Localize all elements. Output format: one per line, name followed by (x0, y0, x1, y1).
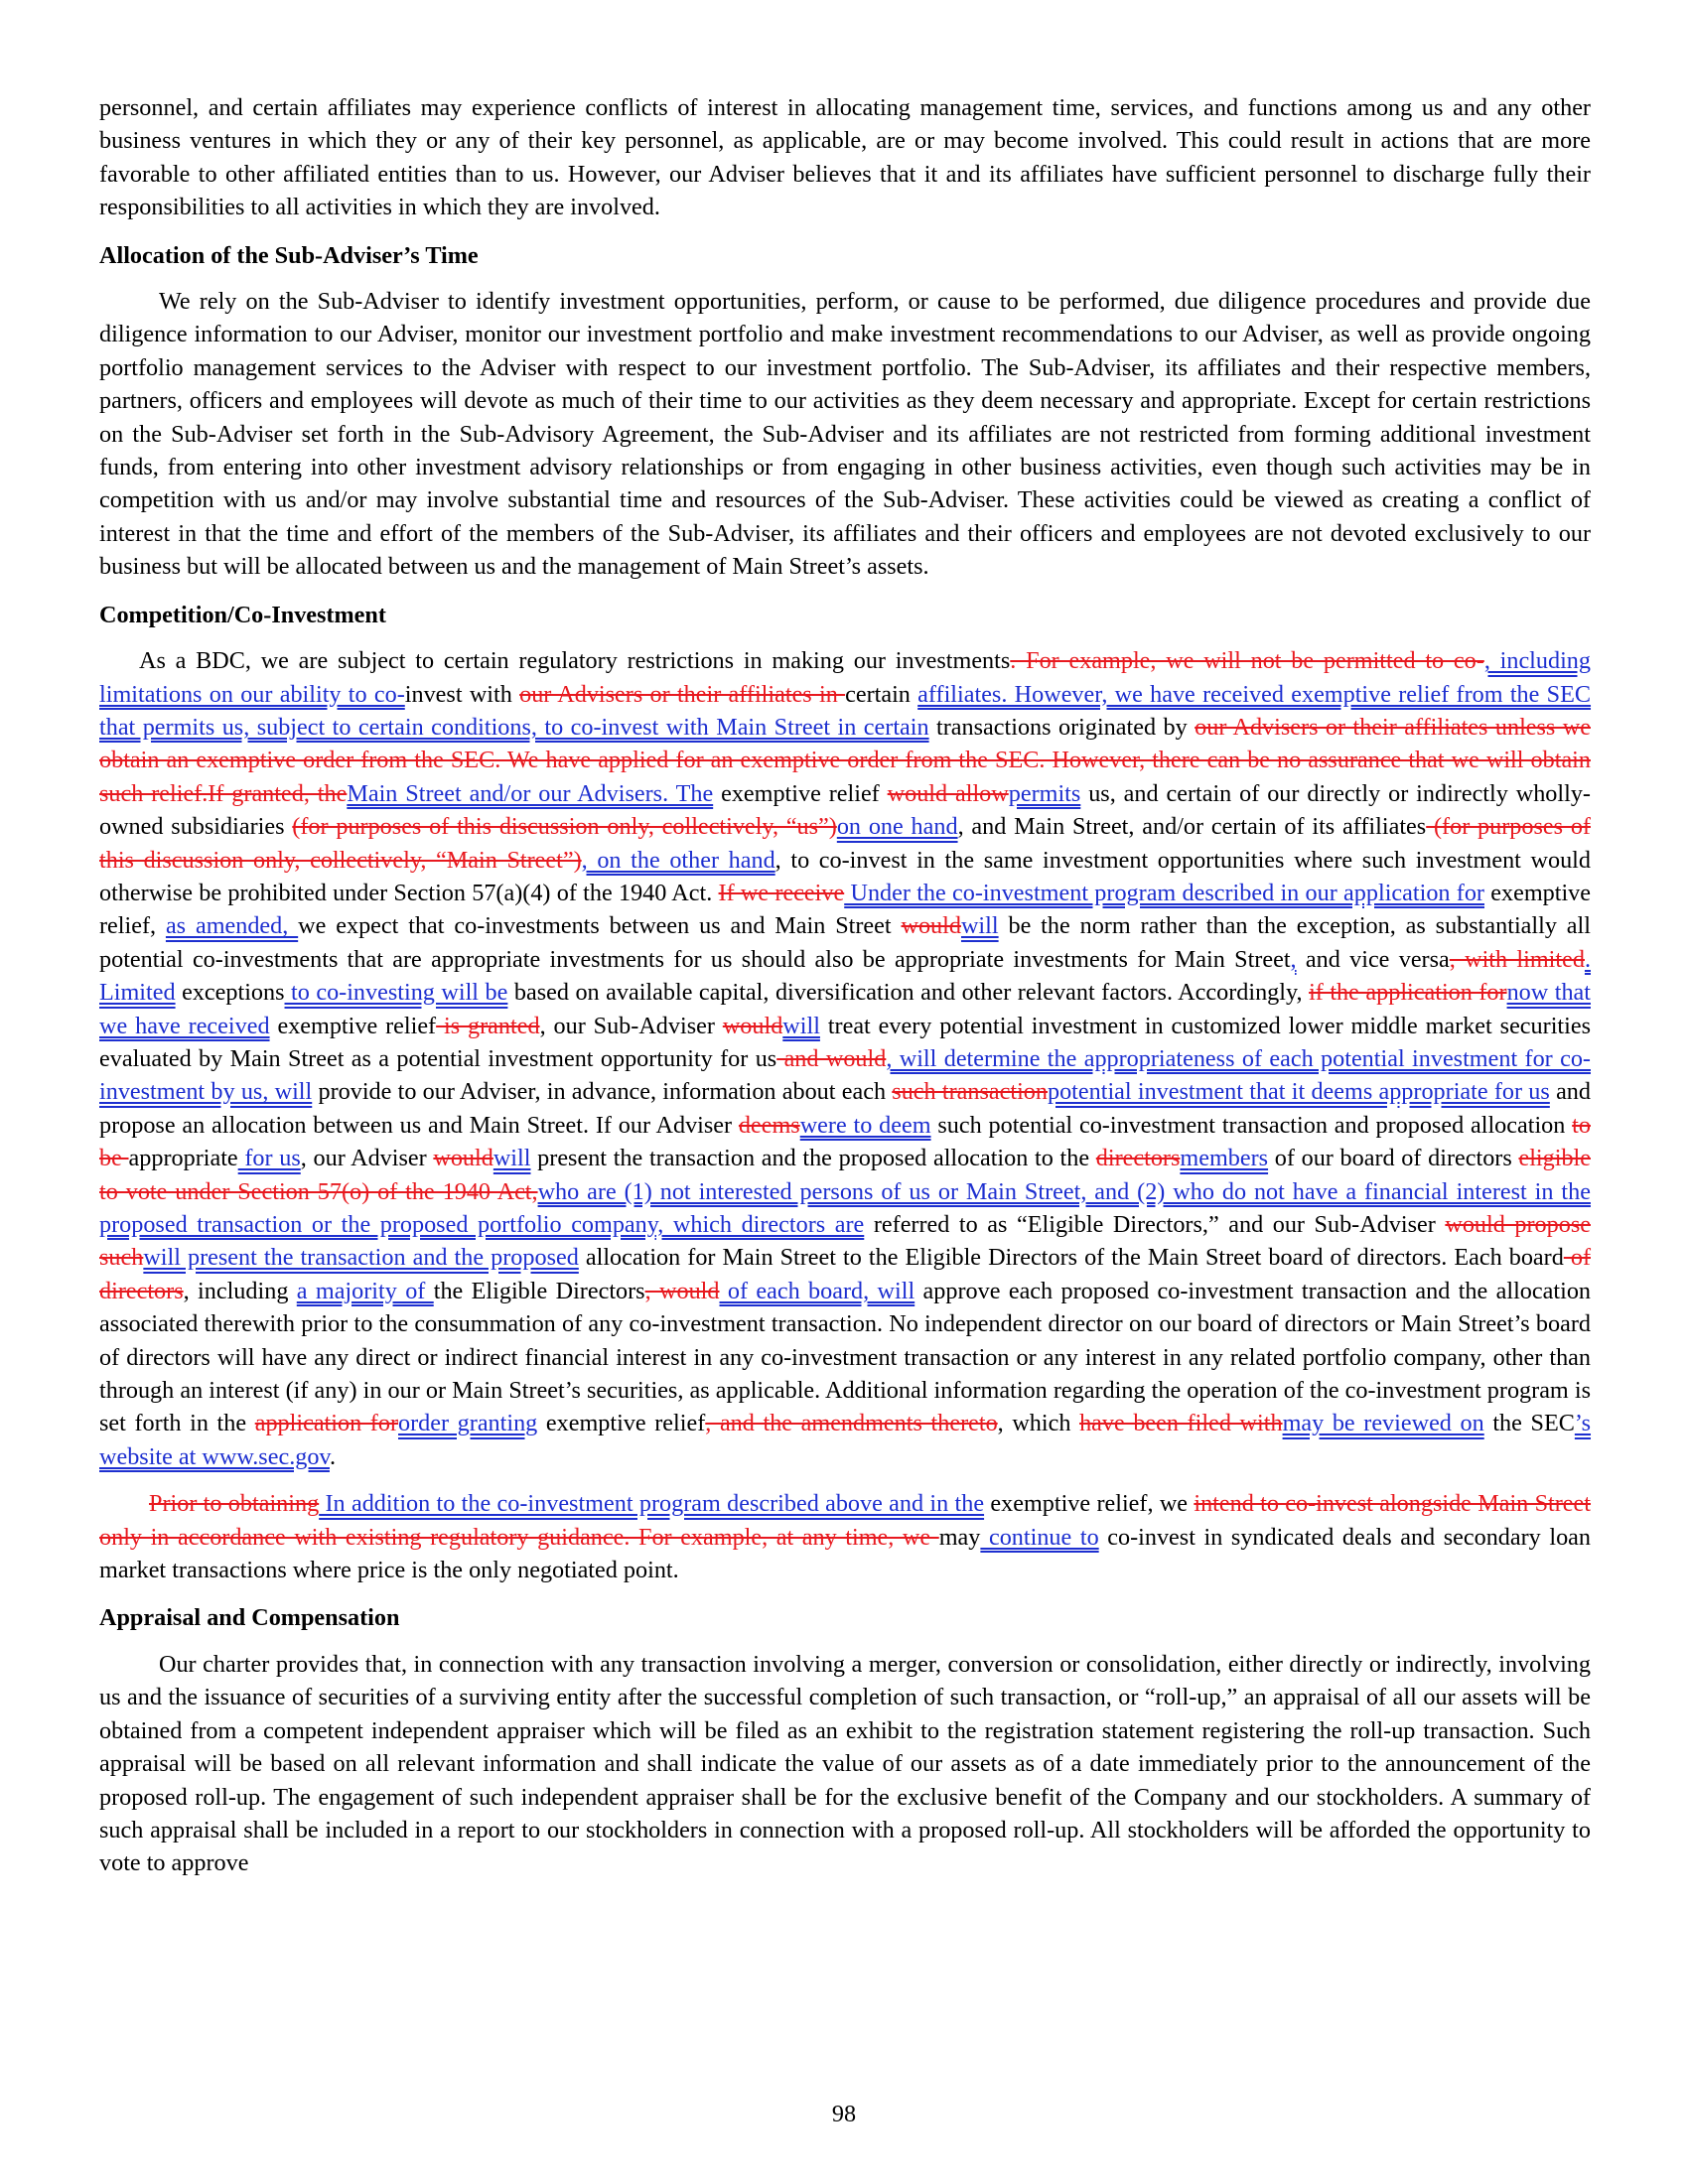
text-run: , including (183, 1277, 297, 1304)
text-run: such potential co-investment transaction and proposed allocation (930, 1111, 1573, 1139)
text-run: the Eligible Directors (433, 1277, 645, 1304)
inserted-text: potential investment that it deems appropriate for us (1047, 1078, 1550, 1106)
inserted-text: , (1290, 945, 1297, 973)
text-run: be the norm rather than the exception, as substantially all potential co-investments that are appropriate investments for us should also be appropriate investments for Main Street (99, 912, 1591, 973)
deleted-text: our Advisers or their affiliates in (519, 680, 846, 708)
deleted-text: would (722, 1012, 783, 1039)
deleted-text: (for purposes of this discussion only, collectively, “Main Street”) (99, 813, 1591, 874)
text-run: we expect that co-investments between us and Main Street (298, 912, 902, 940)
text-run: exemptive relief, we (984, 1490, 1195, 1518)
deleted-text: to be (99, 1111, 1591, 1172)
text-run: appropriate (128, 1145, 238, 1172)
inserted-text: In addition to the co-investment program described above and in the (319, 1490, 985, 1518)
text-run: invest with (404, 680, 520, 708)
inserted-text: a majority of (296, 1277, 434, 1304)
deleted-text: such transaction (892, 1078, 1048, 1106)
text-run: us, and certain of our directly or indirectly wholly-owned subsidiaries (99, 779, 1591, 841)
text-run: and vice versa (1296, 945, 1450, 973)
text-run: allocation for Main Street to the Eligible Directors of the Main Street board of directors. Each board (578, 1244, 1564, 1272)
text-run: exemptive relief (713, 779, 888, 807)
inserted-text: were to deem (799, 1111, 931, 1139)
inserted-text: now that we have received (99, 979, 1591, 1039)
inserted-text: for us (237, 1145, 301, 1172)
inserted-text: as amended, (165, 912, 299, 940)
inserted-text: permits (1008, 779, 1081, 807)
paragraph-conflicts: personnel, and certain affiliates may experience conflicts of interest in allocating management time, services, and functions among us and any other business ventures in which they or any of their key personnel, as applicable, are or may become involved. This could result in actions that are more favorable to other affiliated entities than to us. However, our Adviser believes that it and its affiliates have sufficient personnel to discharge fully their responsibilities to all activities in which they are involved. (99, 94, 1591, 221)
text-run: transactions originated by (928, 713, 1196, 741)
text-run: As a BDC, we are subject to certain regulatory restrictions in making our investments (139, 647, 1011, 675)
deleted-text: intend to co-invest alongside Main Street only in accordance with existing regulatory guidance. For example, at any time, we (99, 1490, 1592, 1551)
text-run: , our Adviser (300, 1145, 434, 1172)
text-run: co-invest in syndicated deals and secondary loan market transactions where price is the only negotiated point. (99, 1523, 1591, 1584)
deleted-text: application for (254, 1410, 399, 1437)
text-run: , which (997, 1410, 1080, 1437)
paragraph-co-investment-redline (99, 644, 1591, 1473)
inserted-text: will (960, 912, 999, 940)
heading-appraisal-compensation: Appraisal and Compensation (99, 1604, 400, 1632)
deleted-text: deems (738, 1111, 800, 1139)
paragraph-appraisal: Our charter provides that, in connection with any transaction involving a merger, conversion or consolidation, either directly or indirectly, involving us and the issuance of securities of a surviving entity after the successful completion of such transaction, or “roll-up,” an appraisal of all our assets will be obtained from a competent independent appraiser which will be filed as an exhibit to the registration statement registering the roll-up transaction. Such appraisal will be based on all relevant information and shall indicate the value of our assets as of a date immediately prior to the announcement of the proposed roll-up. The engagement of such independent appraiser shall be for the exclusive benefit of the Company and our stockholders. A summary of such appraisal shall be included in a report to our stockholders in connection with a proposed roll-up. All stockholders will be afforded the opportunity to vote to approve (99, 1650, 1591, 1877)
deleted-text: would allow (887, 779, 1009, 807)
inserted-text: will (782, 1012, 820, 1039)
deleted-text: If we receive (718, 879, 845, 906)
inserted-text: members (1180, 1145, 1269, 1172)
deleted-text: directors (1095, 1145, 1181, 1172)
text-run: the SEC (1483, 1410, 1575, 1437)
deleted-text: would (901, 912, 961, 940)
inserted-text: , including limitations on our ability to co- (99, 647, 1591, 708)
inserted-text: ’s website at www.sec.gov (99, 1410, 1592, 1470)
text-run: , our Sub-Adviser (539, 1012, 723, 1039)
text-run: certain (845, 680, 918, 708)
inserted-text: on one hand (836, 813, 958, 841)
text-run: exemptive relief, (99, 879, 1592, 940)
inserted-text: continue to (980, 1523, 1099, 1551)
text-run: . (329, 1442, 336, 1470)
deleted-text: if the application for (1309, 979, 1507, 1007)
inserted-text: affiliates. However, we have received exemptive relief from the SEC that permits us, subject to certain conditions, to co-invest with Main Street in certain (99, 680, 1592, 741)
text-run: and propose an allocation between us and Main Street. If our Adviser (99, 1078, 1591, 1139)
deleted-text: of directors (99, 1244, 1591, 1304)
text-run: approve each proposed co-investment transaction and the allocation associated therewith prior to the consummation of any co-investment transaction. No independent director on our board of directors or Main Street’s board of directors will have any direct or indirect financial interest in any co-investment transaction or any interest in any related portfolio company, other than through an interest (if any) in our or Main Street’s securities, as applicable. Additional information regarding the operation of the co-investment program is set forth in the (99, 1277, 1592, 1437)
deleted-text: , would (644, 1277, 720, 1304)
document-page (99, 91, 1591, 1880)
inserted-text: , on the other hand (581, 846, 775, 874)
deleted-text: would propose such (99, 1211, 1591, 1272)
deleted-text: eligible to vote under Section 57(o) of the 1940 Act, (99, 1145, 1591, 1205)
page-number: 98 (831, 2101, 857, 2127)
inserted-text: who are (1) not interested persons of us or Main Street, and (2) who do not have a financial interest in the proposed transaction or the proposed portfolio company, which directors are (99, 1177, 1591, 1238)
inserted-text: will (492, 1145, 531, 1172)
deleted-text: , with limited (1449, 945, 1585, 973)
heading-allocation-sub-adviser-time: Allocation of the Sub-Adviser’s Time (99, 241, 479, 269)
text-run: provide to our Adviser, in advance, information about each (312, 1078, 893, 1106)
text-run: exemptive relief (269, 1012, 437, 1039)
text-run: , and Main Street, and/or certain of its affiliates (957, 813, 1427, 841)
text-run: exceptions (175, 979, 285, 1007)
inserted-text: of each board, will (719, 1277, 915, 1304)
text-run: referred to as “Eligible Directors,” and our Sub-Adviser (864, 1211, 1446, 1238)
inserted-text: , will determine the appropriateness of each potential investment for co-investment by us, will (99, 1044, 1591, 1106)
text-run: , to co-invest in the same investment opportunities where such investment would otherwise be prohibited under Section 57(a)(4) of the 1940 Act. (99, 846, 1591, 906)
paragraph-syndicated-deals-redline (99, 1487, 1591, 1586)
deleted-text: , and the amendments thereto (705, 1410, 998, 1437)
inserted-text: to co-investing will be (284, 979, 508, 1007)
deleted-text: (for purposes of this discussion only, collectively, “us”) (292, 813, 837, 841)
text-run: present the transaction and the proposed allocation to the (530, 1145, 1096, 1172)
inserted-text: order granting (398, 1410, 538, 1437)
text-run: of our board of directors (1268, 1145, 1519, 1172)
deleted-text: would (433, 1145, 493, 1172)
text-run: treat every potential investment in customized lower middle market securities evaluated by Main Street as a potential investment opportunity for us (99, 1012, 1591, 1072)
inserted-text: will present the transaction and the proposed (143, 1244, 579, 1272)
deleted-text: our Advisers or their affiliates unless we obtain an exemptive order from the SEC. We have applied for an exemptive order from the SEC. However, there can be no assurance that we will obtain such relief.If granted, the (99, 713, 1591, 807)
deleted-text: is granted (436, 1012, 540, 1039)
inserted-text: . Limited (99, 945, 1591, 1007)
deleted-text: . For example, we will not be permitted to co- (1010, 647, 1484, 675)
inserted-text: Main Street and/or our Advisers. The (347, 779, 714, 807)
deleted-text: have been filed with (1079, 1410, 1283, 1437)
text-run: based on available capital, diversification and other relevant factors. Accordingly, (507, 979, 1310, 1007)
deleted-text: Prior to obtaining (149, 1490, 320, 1518)
inserted-text: Under the co-investment program described in our application for (844, 879, 1484, 906)
text-run: exemptive relief (537, 1410, 706, 1437)
inserted-text: may be reviewed on (1282, 1410, 1484, 1437)
deleted-text: and would (776, 1044, 887, 1072)
paragraph-sub-adviser-time: We rely on the Sub-Adviser to identify investment opportunities, perform, or cause to be performed, due diligence procedures and provide due diligence information to our Adviser, monitor our investment portfolio and make investment recommendations to our Adviser, as well as provide ongoing portfolio management services to the Adviser with respect to our investment portfolio. The Sub-Adviser, its affiliates and their respective members, partners, officers and employees will devote as much of their time to our activities as they deem necessary and appropriate. Except for certain restrictions on the Sub-Adviser set forth in the Sub-Advisory Agreement, the Sub-Adviser and its affiliates are not restricted from forming additional investment funds, from entering into other investment advisory relationships or from engaging in other business activities, even though such activities may be in competition with us and/or may involve substantial time and resources of the Sub-Adviser. These activities could be viewed as creating a conflict of interest in that the time and effort of the members of the Sub-Adviser, its affiliates and their officers and employees are not devoted exclusively to our business but will be allocated between us and the management of Main Street’s assets. (99, 288, 1591, 581)
heading-competition-co-investment: Competition/Co-Investment (99, 601, 386, 628)
text-run: may (938, 1523, 981, 1551)
